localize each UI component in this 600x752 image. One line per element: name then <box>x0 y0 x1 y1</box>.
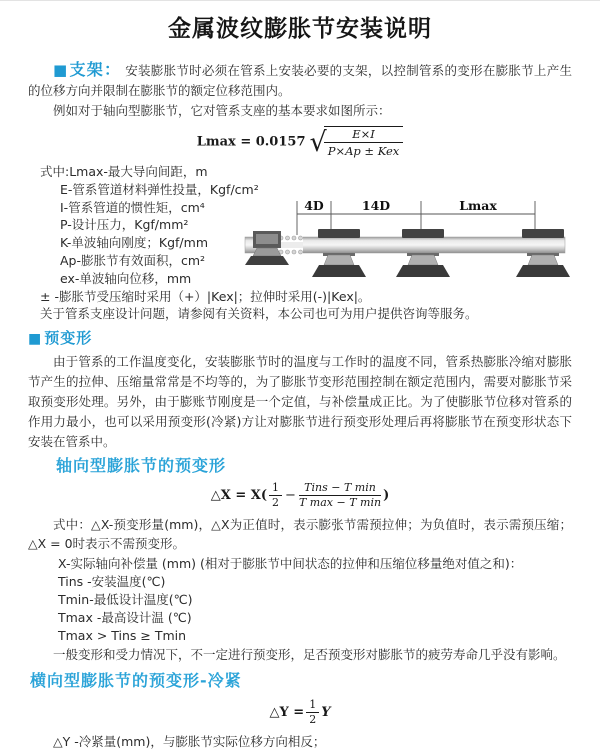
temperature-fraction <box>299 482 381 509</box>
definition-line: Tmin-最低设计温度(℃) <box>58 592 193 608</box>
definition-line: Tins -安装温度(℃) <box>58 574 166 590</box>
formula-rhs: Y <box>321 705 331 721</box>
predeform-section-heading <box>28 329 572 348</box>
formula-rhs: ) <box>383 488 390 504</box>
definition-line: P-设计压力，Kgf/mm² <box>60 217 189 233</box>
document-content <box>0 60 600 752</box>
sqrt-fraction <box>324 126 404 158</box>
axial-predeform-heading: 轴向型膨胀节的预变形 <box>56 456 227 476</box>
formula-numerator: E×I <box>324 127 404 143</box>
definition-line: ex-单波轴向位移，mm <box>60 270 192 286</box>
predeform-body-paragraph: 由于管系的工作温度变化，安装膨胀节时的温度与工作时的温度不同，管系热膨胀冷缩对膨胀节产生的拉伸、压缩量常常是不均等的，为了膨胀节变形范围控制在额定范围内，需要对膨胀节采取预变形处理。另外，由于膨账节刚度是一个定值，与补偿量成正比。为了使膨胀节位移对管系的作用力最小，也可以采用预变形(冷紧)方让对膨胀节进行预变形处理后再将膨胀节在预变形状态下安装在管系中。 <box>28 354 572 450</box>
definition-line: Tmax -最高设计温 (℃) <box>58 610 192 626</box>
fraction-denominator: T max − T min <box>298 496 382 510</box>
page-title: 金属波纹膨胀节安装说明 <box>168 16 432 42</box>
definition-line: 式中:Lmax-最大导向间距，m <box>40 164 208 179</box>
formula-lhs: Lmax = 0.0157 <box>196 134 306 150</box>
axial-predeform-formula <box>28 482 572 509</box>
support-note-line: 关于管系支座设计问题，请参阅有关资料，本公司也可为用户提供咨询等服务。 <box>40 306 478 322</box>
axial-explain-paragraph: 式中：△X-预变形量(mm)，△X为正值时，表示膨张节需预拉伸；为负值时，表示需预压缩；△X = 0时表示不需预变形。 <box>28 517 572 552</box>
axial-definition-list <box>28 555 572 645</box>
formula-lhs: △Y = <box>269 705 305 721</box>
support-section-label: 支架： <box>69 60 122 79</box>
half-fraction <box>269 482 282 509</box>
lateral-note-line: △Y -冷紧量(mm)，与膨胀节实际位移方向相反； <box>53 734 326 750</box>
definition-line: I-管系管道的惯性矩，cm⁴ <box>60 199 205 215</box>
guide-spacing-formula <box>28 126 572 158</box>
fraction-numerator: Tins − T min <box>299 482 381 496</box>
section-marker-icon: ■ <box>28 331 43 348</box>
support-spacing-diagram <box>243 193 598 293</box>
minus-sign: − <box>285 488 296 504</box>
definition-line: K-单波轴向刚度；Kgf/mm <box>60 235 208 251</box>
fraction-denominator: 2 <box>309 713 317 727</box>
formula-lhs: △X = X( <box>210 488 268 504</box>
definition-line: E-管系管道材料弹性投量，Kgf/cm² <box>60 181 259 197</box>
definition-line: Ap-膨胀节有效面积，cm² <box>60 252 206 268</box>
support-intro-text: 安装膨胀节时必须在管系上安装必要的支架，以控制管系的变形在膨胀节上产生的位移方向并限制在膨胀节的额定位移范围内。 <box>28 63 572 98</box>
dimension-label-4d: 4D <box>304 198 324 213</box>
section-marker-icon: ■ <box>53 61 68 79</box>
fraction-numerator: 1 <box>306 699 319 713</box>
support-intro-paragraph <box>28 60 572 101</box>
sqrt-symbol: √ <box>309 126 327 158</box>
support-example-line: 例如对于轴向型膨胀节，它对管系支座的基本要求如图所示： <box>53 103 391 118</box>
predeform-section-label: 预变形 <box>44 329 93 348</box>
fraction-numerator: 1 <box>269 482 282 496</box>
pipe-support-diagram-svg <box>243 193 598 293</box>
dimension-label-lmax: Lmax <box>459 198 497 213</box>
definition-line: X-实际轴向补偿量 (mm) (相对于膨胀节中间状态的拉伸和压缩位移量绝对值之和)： <box>58 556 523 572</box>
dimension-label-14d: 14D <box>361 198 391 213</box>
fraction-denominator: 2 <box>272 496 280 510</box>
half-fraction <box>306 699 319 726</box>
definition-line: ± -膨胀节受压缩时采用（+）|Kex|；拉伸时采用(-)|Kex|。 <box>40 288 371 304</box>
definition-line: Tmax > Tins ≥ Tmin <box>58 628 187 644</box>
formula-denominator: P×Ap ± Kex <box>327 144 400 158</box>
lateral-predeform-formula <box>28 699 572 726</box>
axial-note-line: 一般变形和受力情况下，不一定进行预变形，足否预变形对膨胀节的疲劳寿命几乎没有影响。 <box>53 647 566 663</box>
lateral-predeform-heading: 横向型膨胀节的预变形-冷紧 <box>30 671 242 691</box>
